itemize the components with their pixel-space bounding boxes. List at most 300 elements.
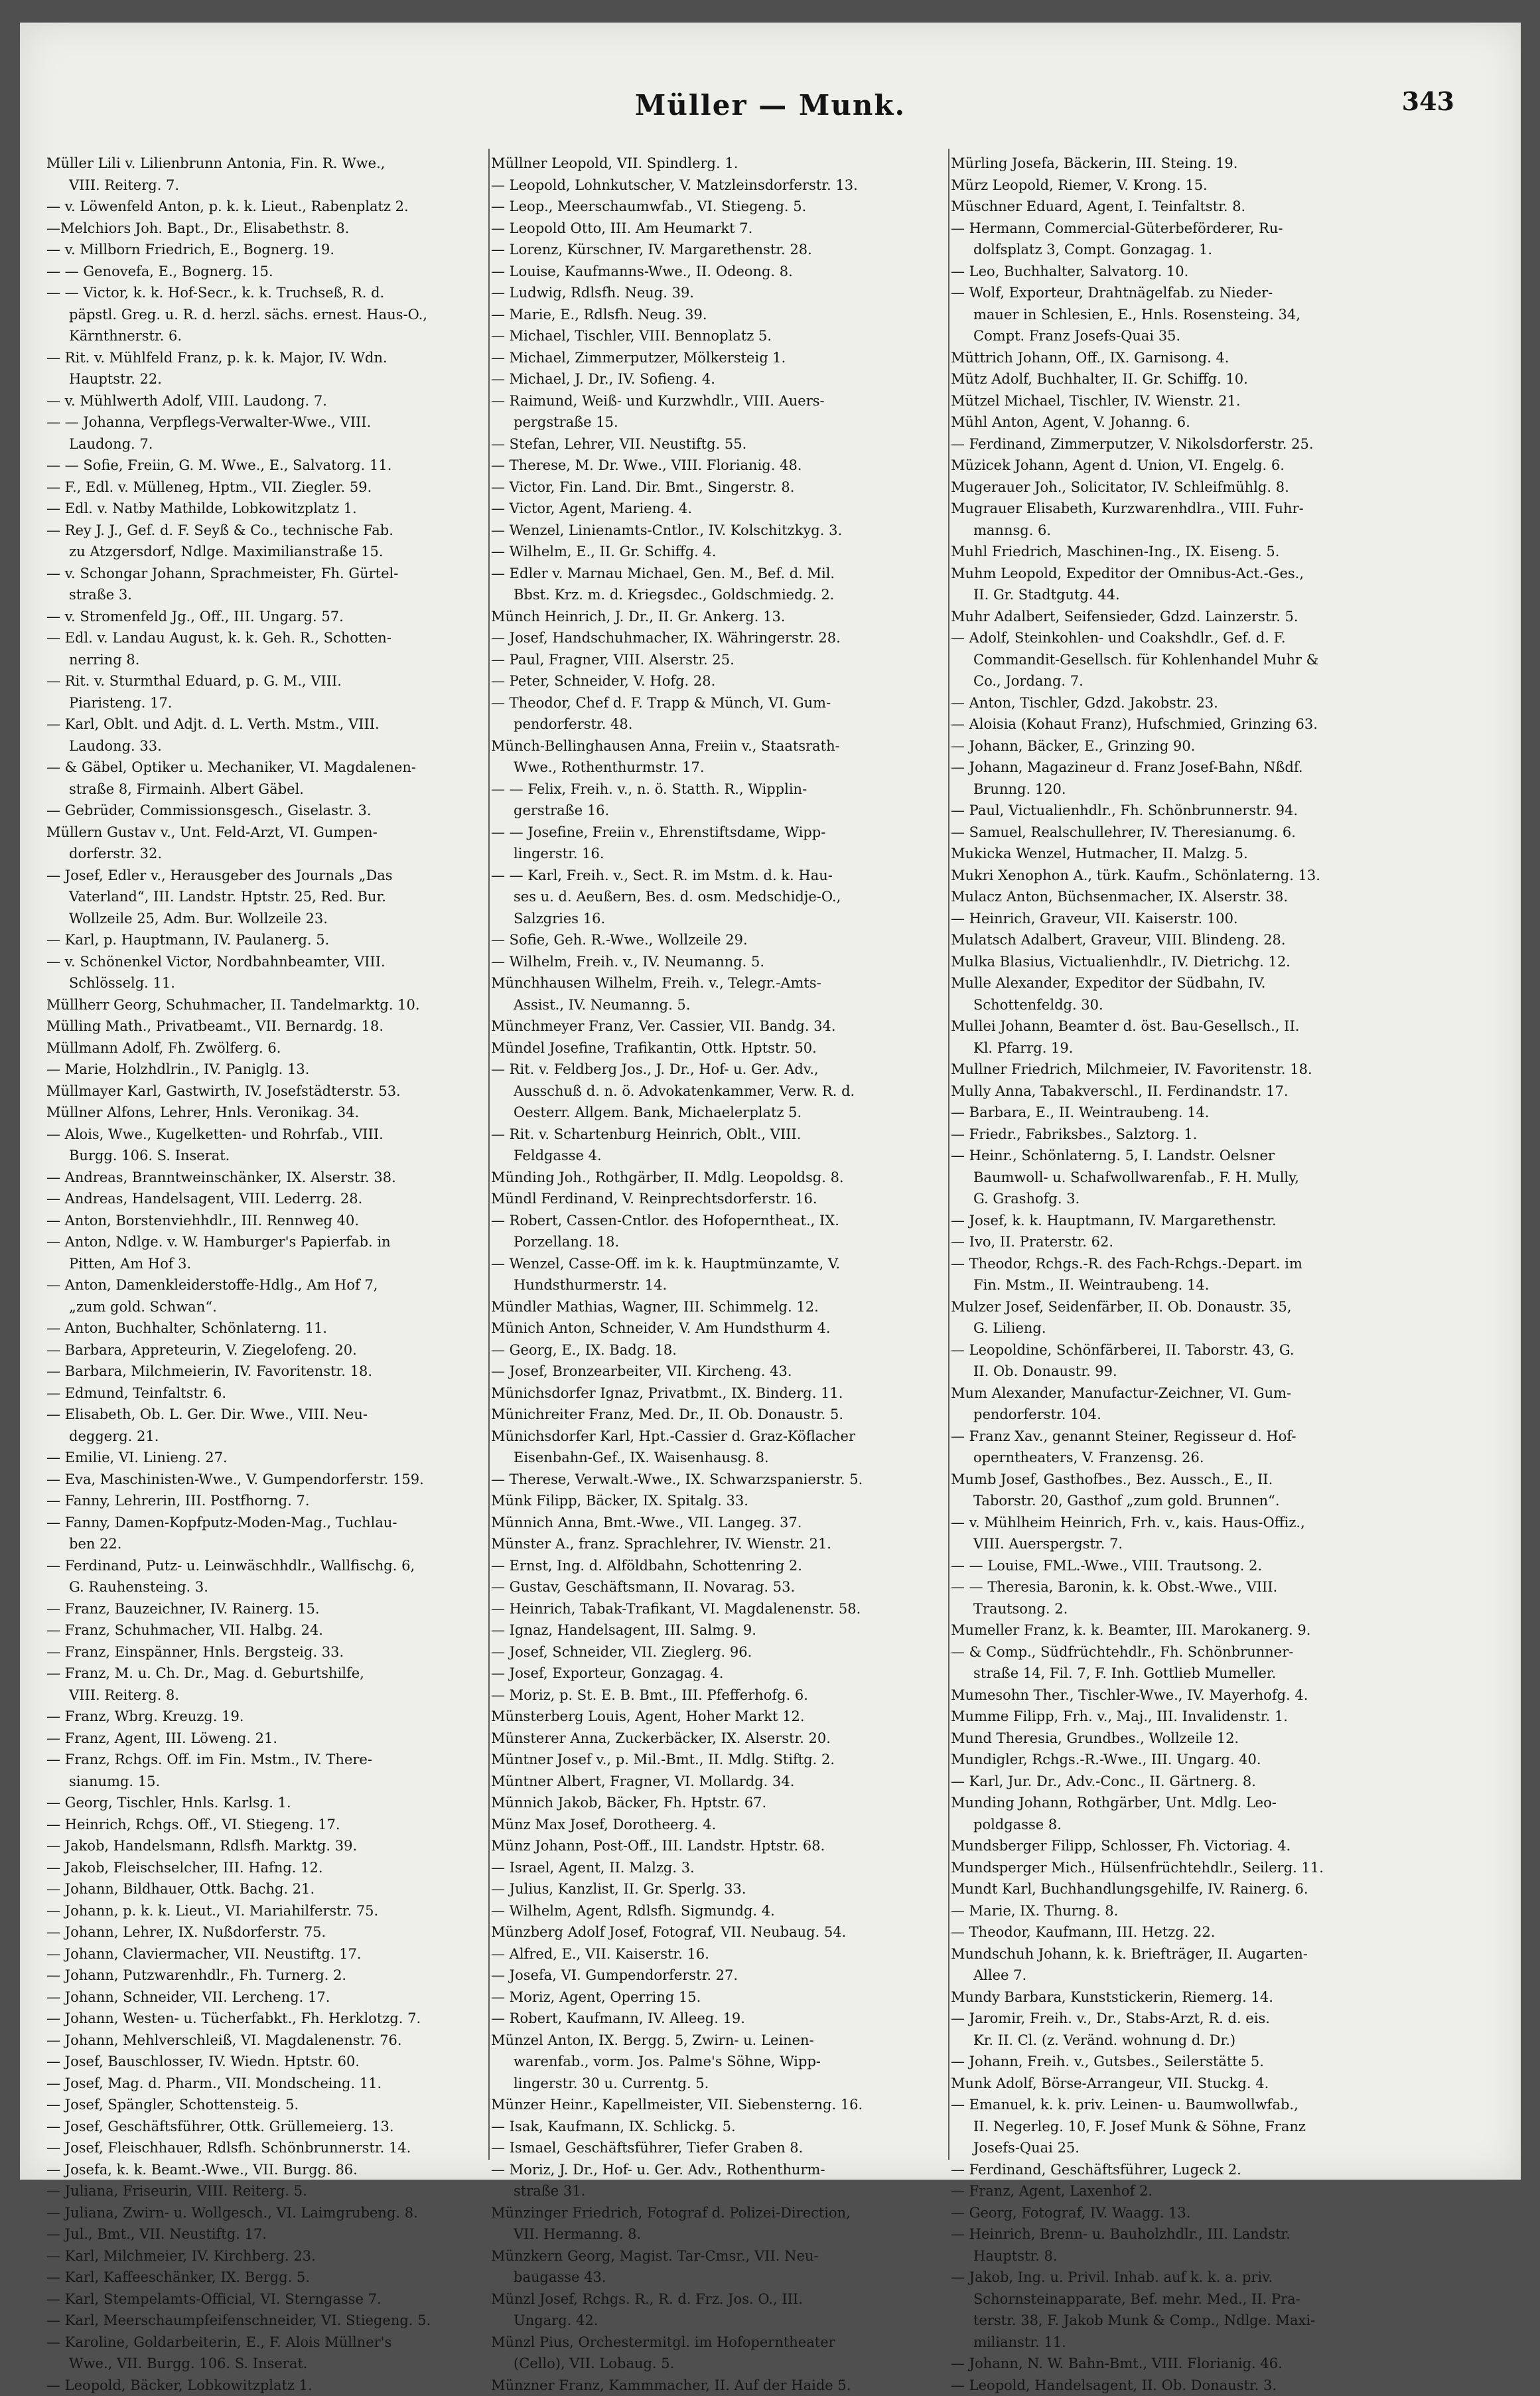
directory-entry: — Emilie, VI. Linieng. 27. bbox=[46, 1447, 488, 1469]
directory-entry: — & Comp., Südfrüchtehdlr., Fh. Schönbrunner- bbox=[951, 1641, 1442, 1663]
directory-entry: — Ismael, Geschäftsführer, Tiefer Graben 8. bbox=[491, 2137, 947, 2159]
directory-entry: — v. Löwenfeld Anton, p. k. k. Lieut., Rabenplatz 2. bbox=[46, 196, 488, 218]
directory-entry: — Heinrich, Tabak-Trafikant, VI. Magdalenenstr. 58. bbox=[491, 1598, 947, 1620]
directory-entry: — Michael, J. Dr., IV. Sofieng. 4. bbox=[491, 368, 947, 390]
directory-entry: Mulka Blasius, Victualienhdlr., IV. Dietrichg. 12. bbox=[951, 951, 1442, 973]
directory-entry: — Barbara, E., II. Weintraubeng. 14. bbox=[951, 1102, 1442, 1124]
directory-entry: — Leopold, Bäcker, Lobkowitzplatz 1. bbox=[46, 2375, 488, 2396]
directory-entry: — Franz, Einspänner, Hnls. Bergsteig. 33. bbox=[46, 1641, 488, 1663]
directory-entry: Münch-Bellinghausen Anna, Freiin v., Staatsrath- bbox=[491, 735, 947, 757]
directory-entry: — Ignaz, Handelsagent, III. Salmg. 9. bbox=[491, 1619, 947, 1641]
directory-entry: Wwe., Rothenthurmstr. 17. bbox=[491, 757, 947, 779]
directory-entry: Müntner Josef v., p. Mil.-Bmt., II. Mdlg. Stiftg. 2. bbox=[491, 1749, 947, 1771]
directory-entry: — Johann, Westen- u. Tücherfabkt., Fh. Herklotzg. 7. bbox=[46, 2008, 488, 2030]
directory-entry: — — Genovefa, E., Bognerg. 15. bbox=[46, 261, 488, 283]
directory-entry: dolfsplatz 3, Compt. Gonzagag. 1. bbox=[951, 239, 1442, 261]
directory-entry: — Lorenz, Kürschner, IV. Margarethenstr. 28. bbox=[491, 239, 947, 261]
directory-entry: Muhl Friedrich, Maschinen-Ing., IX. Eiseng. 5. bbox=[951, 541, 1442, 563]
directory-entry: — F., Edl. v. Mülleneg, Hptm., VII. Ziegler. 59. bbox=[46, 477, 488, 498]
directory-entry: Müllern Gustav v., Unt. Feld-Arzt, VI. Gumpen- bbox=[46, 822, 488, 844]
directory-entry: Mund Theresia, Grundbes., Wollzeile 12. bbox=[951, 1728, 1442, 1750]
page-header bbox=[20, 89, 1521, 129]
directory-entry: Mulatsch Adalbert, Graveur, VIII. Blindeng. 28. bbox=[951, 929, 1442, 951]
directory-entry: — Ferdinand, Zimmerputzer, V. Nikolsdorferstr. 25. bbox=[951, 433, 1442, 455]
directory-entry: — Franz, Rchgs. Off. im Fin. Mstm., IV. There- bbox=[46, 1749, 488, 1771]
directory-entry: lingerstr. 16. bbox=[491, 843, 947, 865]
directory-entry: Münzl Josef, Rchgs. R., R. d. Frz. Jos. O., III. bbox=[491, 2288, 947, 2310]
directory-entry: Muhr Adalbert, Seifensieder, Gdzd. Lainzerstr. 5. bbox=[951, 606, 1442, 628]
directory-entry: — Leopold, Lohnkutscher, V. Matzleinsdorferstr. 13. bbox=[491, 175, 947, 196]
directory-entry: — Heinr., Schönlaterng. 5, I. Landstr. Oelsner bbox=[951, 1145, 1442, 1167]
directory-entry: II. Negerleg. 10, F. Josef Munk & Söhne, Franz bbox=[951, 2116, 1442, 2138]
directory-entry: — Adolf, Steinkohlen- und Coakshdlr., Gef. d. F. bbox=[951, 627, 1442, 649]
directory-entry: Porzellang. 18. bbox=[491, 1231, 947, 1253]
directory-entry: — Barbara, Appreteurin, V. Ziegelofeng. 20. bbox=[46, 1339, 488, 1361]
directory-entry: — Josef, Schneider, VII. Zieglerg. 96. bbox=[491, 1641, 947, 1663]
directory-entry: — Rit. v. Schartenburg Heinrich, Oblt., VIII. bbox=[491, 1124, 947, 1146]
directory-entry: Mundsberger Filipp, Schlosser, Fh. Victoriag. 4. bbox=[951, 1835, 1442, 1857]
directory-entry: — Josef, Fleischhauer, Rdlsfh. Schönbrunnerstr. 14. bbox=[46, 2137, 488, 2159]
directory-entry: milianstr. 11. bbox=[951, 2332, 1442, 2354]
directory-entry: sianumg. 15. bbox=[46, 1771, 488, 1793]
directory-entry: — Wenzel, Linienamts-Cntlor., IV. Kolschitzkyg. 3. bbox=[491, 520, 947, 542]
directory-entry: Müllmann Adolf, Fh. Zwölferg. 6. bbox=[46, 1037, 488, 1059]
directory-entry: — Andreas, Branntweinschänker, IX. Alserstr. 38. bbox=[46, 1167, 488, 1189]
directory-entry: Münzner Franz, Kammmacher, II. Auf der Haide 5. bbox=[491, 2375, 947, 2396]
directory-entry: — v. Schongar Johann, Sprachmeister, Fh. Gürtel- bbox=[46, 563, 488, 585]
directory-entry: — — Victor, k. k. Hof-Secr., k. k. Truchseß, R. d. bbox=[46, 282, 488, 304]
directory-entry: Mullei Johann, Beamter d. öst. Bau-Gesellsch., II. bbox=[951, 1015, 1442, 1037]
directory-entry: — Barbara, Milchmeierin, IV. Favoritenstr. 18. bbox=[46, 1361, 488, 1383]
directory-entry: Mürling Josefa, Bäckerin, III. Steing. 19. bbox=[951, 153, 1442, 175]
directory-entry: — Gustav, Geschäftsmann, II. Novarag. 53. bbox=[491, 1576, 947, 1598]
directory-entry: — — Karl, Freih. v., Sect. R. im Mstm. d. k. Hau- bbox=[491, 865, 947, 887]
directory-entry: Müllner Leopold, VII. Spindlerg. 1. bbox=[491, 153, 947, 175]
directory-entry: — Michael, Zimmerputzer, Mölkersteig 1. bbox=[491, 347, 947, 369]
directory-entry: Taborstr. 20, Gasthof „zum gold. Brunnen“. bbox=[951, 1490, 1442, 1512]
directory-entry: Kärnthnerstr. 6. bbox=[46, 325, 488, 347]
directory-entry: — — Theresia, Baronin, k. k. Obst.-Wwe., VIII. bbox=[951, 1576, 1442, 1598]
directory-entry: — Johann, Bäcker, E., Grinzing 90. bbox=[951, 735, 1442, 757]
directory-entry: — Robert, Kaufmann, IV. Alleeg. 19. bbox=[491, 2008, 947, 2030]
directory-entry: — Karl, Stempelamts-Official, VI. Sterngasse 7. bbox=[46, 2288, 488, 2310]
directory-entry: Mugrauer Elisabeth, Kurzwarenhdlra., VIII. Fuhr- bbox=[951, 498, 1442, 520]
directory-entry: — Josef, Bauschlosser, IV. Wiedn. Hptstr. 60. bbox=[46, 2051, 488, 2073]
directory-entry: Piaristeng. 17. bbox=[46, 692, 488, 714]
directory-entry: — Raimund, Weiß- und Kurzwhdlr., VIII. Auers- bbox=[491, 390, 947, 412]
directory-entry: — Georg, Fotograf, IV. Waagg. 13. bbox=[951, 2202, 1442, 2224]
directory-entry: Mündl Ferdinand, V. Reinprechtsdorferstr. 16. bbox=[491, 1188, 947, 1210]
directory-entry: Wollzeile 25, Adm. Bur. Wollzeile 23. bbox=[46, 908, 488, 930]
directory-entry: Münzl Pius, Orchestermitgl. im Hofoperntheater bbox=[491, 2332, 947, 2354]
directory-entry: Laudong. 7. bbox=[46, 433, 488, 455]
directory-entry: — Johann, Bildhauer, Ottk. Bachg. 21. bbox=[46, 1878, 488, 1900]
directory-entry: Schottenfeldg. 30. bbox=[951, 994, 1442, 1016]
column-3 bbox=[951, 153, 1442, 2150]
directory-entry: II. Ob. Donaustr. 99. bbox=[951, 1361, 1442, 1383]
directory-entry: — & Gäbel, Optiker u. Mechaniker, VI. Magdalenen- bbox=[46, 757, 488, 779]
directory-entry: — Anton, Ndlge. v. W. Hamburger's Papierfab. in bbox=[46, 1231, 488, 1253]
directory-entry: Müllmayer Karl, Gastwirth, IV. Josefstädterstr. 53. bbox=[46, 1081, 488, 1102]
directory-entry: — Johann, Lehrer, IX. Nußdorferstr. 75. bbox=[46, 1921, 488, 1943]
directory-entry: Müller Lili v. Lilienbrunn Antonia, Fin. R. Wwe., bbox=[46, 153, 488, 175]
directory-entry: — Victor, Agent, Marieng. 4. bbox=[491, 498, 947, 520]
directory-entry: „zum gold. Schwan“. bbox=[46, 1296, 488, 1318]
directory-entry: — Ferdinand, Putz- u. Leinwäschhdlr., Wallfischg. 6, bbox=[46, 1555, 488, 1577]
directory-entry: — v. Mühlheim Heinrich, Frh. v., kais. Haus-Offiz., bbox=[951, 1512, 1442, 1534]
directory-entry: Mürz Leopold, Riemer, V. Krong. 15. bbox=[951, 175, 1442, 196]
directory-entry: Münzer Heinr., Kapellmeister, VII. Siebensterng. 16. bbox=[491, 2094, 947, 2116]
directory-entry: terstr. 38, F. Jakob Munk & Comp., Ndlge. Maxi- bbox=[951, 2310, 1442, 2332]
column-divider bbox=[948, 149, 949, 2160]
directory-entry: — Andreas, Handelsagent, VIII. Lederrg. 28. bbox=[46, 1188, 488, 1210]
directory-entry: — Therese, Verwalt.-Wwe., IX. Schwarzspanierstr. 5. bbox=[491, 1469, 947, 1491]
directory-entry: — Wilhelm, Freih. v., IV. Neumanng. 5. bbox=[491, 951, 947, 973]
directory-entry: — Jakob, Fleischselcher, III. Hafng. 12. bbox=[46, 1857, 488, 1879]
directory-entry: — Isak, Kaufmann, IX. Schlickg. 5. bbox=[491, 2116, 947, 2138]
directory-entry: — Johann, p. k. k. Lieut., VI. Mariahilferstr. 75. bbox=[46, 1900, 488, 1922]
directory-entry: — Aloisia (Kohaut Franz), Hufschmied, Grinzing 63. bbox=[951, 713, 1442, 735]
directory-entry: Burgg. 106. S. Inserat. bbox=[46, 1145, 488, 1167]
directory-entry: Mundt Karl, Buchhandlungsgehilfe, IV. Rainerg. 6. bbox=[951, 1878, 1442, 1900]
directory-entry: mannsg. 6. bbox=[951, 520, 1442, 542]
directory-entry: G. Rauhensteing. 3. bbox=[46, 1576, 488, 1598]
directory-entry: Müzicek Johann, Agent d. Union, VI. Engelg. 6. bbox=[951, 455, 1442, 477]
directory-entry: Pitten, Am Hof 3. bbox=[46, 1253, 488, 1275]
directory-entry: Commandit-Gesellsch. für Kohlenhandel Muhr & bbox=[951, 649, 1442, 671]
directory-entry: — Paul, Victualienhdlr., Fh. Schönbrunnerstr. 94. bbox=[951, 800, 1442, 822]
directory-entry: VII. Hermanng. 8. bbox=[491, 2223, 947, 2245]
directory-entry: — Josef, Bronzearbeiter, VII. Kircheng. 43. bbox=[491, 1361, 947, 1383]
directory-entry: — Jakob, Handelsmann, Rdlsfh. Marktg. 39. bbox=[46, 1835, 488, 1857]
directory-entry: — Emanuel, k. k. priv. Leinen- u. Baumwollwfab., bbox=[951, 2094, 1442, 2116]
directory-entry: Mumeller Franz, k. k. Beamter, III. Marokanerg. 9. bbox=[951, 1619, 1442, 1641]
directory-entry: päpstl. Greg. u. R. d. herzl. sächs. ernest. Haus-O., bbox=[46, 304, 488, 326]
directory-entry: — Johann, N. W. Bahn-Bmt., VIII. Florianig. 46. bbox=[951, 2353, 1442, 2375]
directory-entry: Mullner Friedrich, Milchmeier, IV. Favoritenstr. 18. bbox=[951, 1059, 1442, 1081]
directory-entry: Münichsdorfer Ignaz, Privatbmt., IX. Binderg. 11. bbox=[491, 1383, 947, 1404]
directory-entry: pendorferstr. 48. bbox=[491, 713, 947, 735]
directory-entry: pergstraße 15. bbox=[491, 412, 947, 433]
directory-entry: Mundy Barbara, Kunststickerin, Riemerg. 14. bbox=[951, 1986, 1442, 2008]
directory-entry: — Rit. v. Mühlfeld Franz, p. k. k. Major, IV. Wdn. bbox=[46, 347, 488, 369]
directory-entry: — Karl, Oblt. und Adjt. d. L. Verth. Mstm., VIII. bbox=[46, 713, 488, 735]
directory-entry: Münk Filipp, Bäcker, IX. Spitalg. 33. bbox=[491, 1490, 947, 1512]
page-title: Müller — Munk. bbox=[20, 89, 1521, 121]
column-1 bbox=[46, 153, 488, 2150]
directory-entry: — Georg, E., IX. Badg. 18. bbox=[491, 1339, 947, 1361]
directory-entry: — Karl, Jur. Dr., Adv.-Conc., II. Gärtnerg. 8. bbox=[951, 1771, 1442, 1793]
directory-entry: — v. Schönenkel Victor, Nordbahnbeamter, VIII. bbox=[46, 951, 488, 973]
directory-entry: — Georg, Tischler, Hnls. Karlsg. 1. bbox=[46, 1792, 488, 1814]
directory-entry: ben 22. bbox=[46, 1533, 488, 1555]
directory-entry: — Israel, Agent, II. Malzg. 3. bbox=[491, 1857, 947, 1879]
directory-entry: — Karl, p. Hauptmann, IV. Paulanerg. 5. bbox=[46, 929, 488, 951]
directory-entry: Muhm Leopold, Expeditor der Omnibus-Act.-Ges., bbox=[951, 563, 1442, 585]
directory-entry: — Leo, Buchhalter, Salvatorg. 10. bbox=[951, 261, 1442, 283]
directory-entry: Compt. Franz Josefs-Quai 35. bbox=[951, 325, 1442, 347]
directory-entry: — Josefa, VI. Gumpendorferstr. 27. bbox=[491, 1965, 947, 1986]
directory-entry: Co., Jordang. 7. bbox=[951, 670, 1442, 692]
directory-entry: — Josefa, k. k. Beamt.-Wwe., VII. Burgg. 86. bbox=[46, 2159, 488, 2181]
directory-entry: Vaterland“, III. Landstr. Hptstr. 25, Red. Bur. bbox=[46, 886, 488, 908]
directory-entry: Kr. II. Cl. (z. Veränd. wohnung d. Dr.) bbox=[951, 2030, 1442, 2052]
directory-entry: — Anton, Damenkleiderstoffe-Hdlg., Am Hof 7, bbox=[46, 1274, 488, 1296]
directory-entry: — Heinrich, Graveur, VII. Kaiserstr. 100. bbox=[951, 908, 1442, 930]
directory-entry: Münnich Jakob, Bäcker, Fh. Hptstr. 67. bbox=[491, 1792, 947, 1814]
directory-entry: Münsterer Anna, Zuckerbäcker, IX. Alserstr. 20. bbox=[491, 1728, 947, 1750]
directory-entry: — Josef, Edler v., Herausgeber des Journals „Das bbox=[46, 865, 488, 887]
directory-entry: — Jakob, Ing. u. Privil. Inhab. auf k. k. a. priv. bbox=[951, 2267, 1442, 2288]
directory-entry: — Franz, Agent, Laxenhof 2. bbox=[951, 2180, 1442, 2202]
directory-entry: — — Felix, Freih. v., n. ö. Statth. R., Wipplin- bbox=[491, 779, 947, 800]
column-divider bbox=[488, 149, 490, 2160]
directory-entry: Kl. Pfarrg. 19. bbox=[951, 1037, 1442, 1059]
directory-entry: ses u. d. Aeußern, Bes. d. osm. Medschidje-O., bbox=[491, 886, 947, 908]
directory-entry: — Jaromir, Freih. v., Dr., Stabs-Arzt, R. d. eis. bbox=[951, 2008, 1442, 2030]
directory-entry: Assist., IV. Neumanng. 5. bbox=[491, 994, 947, 1016]
directory-entry: — Gebrüder, Commissionsgesch., Giselastr. 3. bbox=[46, 800, 488, 822]
directory-entry: — Peter, Schneider, V. Hofg. 28. bbox=[491, 670, 947, 692]
directory-entry: VIII. Reiterg. 7. bbox=[46, 175, 488, 196]
directory-entry: — Louise, Kaufmanns-Wwe., II. Odeong. 8. bbox=[491, 261, 947, 283]
directory-entry: — Edl. v. Natby Mathilde, Lobkowitzplatz 1. bbox=[46, 498, 488, 520]
directory-entry: Feldgasse 4. bbox=[491, 1145, 947, 1167]
directory-entry: (Cello), VII. Lobaug. 5. bbox=[491, 2353, 947, 2375]
directory-entry: — — Josefine, Freiin v., Ehrenstiftsdame, Wipp- bbox=[491, 822, 947, 844]
directory-entry: — Wolf, Exporteur, Drahtnägelfab. zu Nieder- bbox=[951, 282, 1442, 304]
directory-entry: — Franz, Schuhmacher, VII. Halbg. 24. bbox=[46, 1619, 488, 1641]
directory-entry: II. Gr. Stadtgutg. 44. bbox=[951, 584, 1442, 606]
directory-entry: Münster A., franz. Sprachlehrer, IV. Wienstr. 21. bbox=[491, 1533, 947, 1555]
directory-entry: Mülling Math., Privatbeamt., VII. Bernardg. 18. bbox=[46, 1015, 488, 1037]
directory-entry: Mulacz Anton, Büchsenmacher, IX. Alserstr. 38. bbox=[951, 886, 1442, 908]
directory-entry: — Heinrich, Brenn- u. Bauholzhdlr., III. Landstr. bbox=[951, 2223, 1442, 2245]
directory-entry: Mundsperger Mich., Hülsenfrüchtehdlr., Seilerg. 11. bbox=[951, 1857, 1442, 1879]
directory-entry: Münding Joh., Rothgärber, II. Mdlg. Leopoldsg. 8. bbox=[491, 1167, 947, 1189]
directory-entry: Mukri Xenophon A., türk. Kaufm., Schönlaterng. 13. bbox=[951, 865, 1442, 887]
directory-entry: Müllherr Georg, Schuhmacher, II. Tandelmarktg. 10. bbox=[46, 994, 488, 1016]
directory-entry: — Michael, Tischler, VIII. Bennoplatz 5. bbox=[491, 325, 947, 347]
directory-entry: G. Lilieng. bbox=[951, 1317, 1442, 1339]
directory-entry: Baumwoll- u. Schafwollwarenfab., F. H. Mully, bbox=[951, 1167, 1442, 1189]
directory-entry: — v. Mühlwerth Adolf, VIII. Laudong. 7. bbox=[46, 390, 488, 412]
directory-entry: — Theodor, Kaufmann, III. Hetzg. 22. bbox=[951, 1921, 1442, 1943]
directory-entry: straße 8, Firmainh. Albert Gäbel. bbox=[46, 779, 488, 800]
directory-entry: — Hermann, Commercial-Güterbeförderer, Ru- bbox=[951, 218, 1442, 240]
directory-entry: — Jul., Bmt., VII. Neustiftg. 17. bbox=[46, 2223, 488, 2245]
directory-entry: Josefs-Quai 25. bbox=[951, 2137, 1442, 2159]
directory-entry: — Josef, k. k. Hauptmann, IV. Margarethenstr. bbox=[951, 1210, 1442, 1232]
directory-entry: — Josef, Handschuhmacher, IX. Währingerstr. 28. bbox=[491, 627, 947, 649]
directory-entry: Mundschuh Johann, k. k. Briefträger, II. Augarten- bbox=[951, 1943, 1442, 1965]
directory-entry: — Theodor, Rchgs.-R. des Fach-Rchgs.-Depart. im bbox=[951, 1253, 1442, 1275]
directory-entry: Münzinger Friedrich, Fotograf d. Polizei-Direction, bbox=[491, 2202, 947, 2224]
directory-entry: Munding Johann, Rothgärber, Unt. Mdlg. Leo- bbox=[951, 1792, 1442, 1814]
directory-entry: — Rit. v. Feldberg Jos., J. Dr., Hof- u. Ger. Adv., bbox=[491, 1059, 947, 1081]
directory-entry: — Edler v. Marnau Michael, Gen. M., Bef. d. Mil. bbox=[491, 563, 947, 585]
directory-entry: VIII. Auerspergstr. 7. bbox=[951, 1533, 1442, 1555]
directory-entry: — Josef, Mag. d. Pharm., VII. Mondscheing. 11. bbox=[46, 2073, 488, 2095]
page-number: 343 bbox=[1402, 86, 1454, 116]
directory-entry: — Leopold, Handelsagent, II. Ob. Donaustr. 3. bbox=[951, 2375, 1442, 2396]
directory-entry: mauer in Schlesien, E., Hnls. Rosensteing. 34, bbox=[951, 304, 1442, 326]
directory-entry: — Karl, Milchmeier, IV. Kirchberg. 23. bbox=[46, 2245, 488, 2267]
directory-entry: — Johann, Mehlverschleiß, VI. Magdalenenstr. 76. bbox=[46, 2030, 488, 2052]
directory-entry: Münsterberg Louis, Agent, Hoher Markt 12. bbox=[491, 1706, 947, 1728]
directory-entry: Salzgries 16. bbox=[491, 908, 947, 930]
directory-entry: — Juliana, Friseurin, VIII. Reiterg. 5. bbox=[46, 2180, 488, 2202]
directory-entry: — — Johanna, Verpflegs-Verwalter-Wwe., VIII. bbox=[46, 412, 488, 433]
directory-entry: Mukicka Wenzel, Hutmacher, II. Malzg. 5. bbox=[951, 843, 1442, 865]
directory-entry: Münichsdorfer Karl, Hpt.-Cassier d. Graz-Köflacher bbox=[491, 1426, 947, 1448]
directory-entry: Mumme Filipp, Frh. v., Maj., III. Invalidenstr. 1. bbox=[951, 1706, 1442, 1728]
directory-entry: Münzel Anton, IX. Bergg. 5, Zwirn- u. Leinen- bbox=[491, 2030, 947, 2052]
directory-entry: — Karl, Kaffeeschänker, IX. Bergg. 5. bbox=[46, 2267, 488, 2288]
directory-entry: — Anton, Buchhalter, Schönlaterng. 11. bbox=[46, 1317, 488, 1339]
directory-entry: — Juliana, Zwirn- u. Wollgesch., VI. Laimgrubeng. 8. bbox=[46, 2202, 488, 2224]
directory-entry: — Sofie, Geh. R.-Wwe., Wollzeile 29. bbox=[491, 929, 947, 951]
directory-entry: operntheaters, V. Franzensg. 26. bbox=[951, 1447, 1442, 1469]
directory-entry: — Johann, Schneider, VII. Lercheng. 17. bbox=[46, 1986, 488, 2008]
directory-entry: Wwe., VII. Burgg. 106. S. Inserat. bbox=[46, 2353, 488, 2375]
directory-entry: — Stefan, Lehrer, VII. Neustiftg. 55. bbox=[491, 433, 947, 455]
directory-entry: deggerg. 21. bbox=[46, 1426, 488, 1448]
directory-entry: — Wilhelm, E., II. Gr. Schiffg. 4. bbox=[491, 541, 947, 563]
directory-entry: — Heinrich, Rchgs. Off., VI. Stiegeng. 17. bbox=[46, 1814, 488, 1836]
directory-entry: — v. Stromenfeld Jg., Off., III. Ungarg. 57. bbox=[46, 606, 488, 628]
directory-entry: Brunng. 120. bbox=[951, 779, 1442, 800]
directory-entry: Oesterr. Allgem. Bank, Michaelerplatz 5. bbox=[491, 1102, 947, 1124]
directory-entry: — Josef, Geschäftsführer, Ottk. Grüllemeierg. 13. bbox=[46, 2116, 488, 2138]
directory-entry: — — Louise, FML.-Wwe., VIII. Trautsong. 2. bbox=[951, 1555, 1442, 1577]
directory-entry: dorferstr. 32. bbox=[46, 843, 488, 865]
directory-entry: pendorferstr. 104. bbox=[951, 1404, 1442, 1426]
directory-entry: — Friedr., Fabriksbes., Salztorg. 1. bbox=[951, 1124, 1442, 1146]
directory-entry: — Ivo, II. Praterstr. 62. bbox=[951, 1231, 1442, 1253]
directory-entry: Mum Alexander, Manufactur-Zeichner, VI. Gum- bbox=[951, 1383, 1442, 1404]
directory-entry: — Wilhelm, Agent, Rdlsfh. Sigmundg. 4. bbox=[491, 1900, 947, 1922]
directory-entry: gerstraße 16. bbox=[491, 800, 947, 822]
directory-entry: Münnich Anna, Bmt.-Wwe., VII. Langeg. 37. bbox=[491, 1512, 947, 1534]
directory-entry: — Alois, Wwe., Kugelketten- und Rohrfab., VIII. bbox=[46, 1124, 488, 1146]
directory-entry: — Rit. v. Sturmthal Eduard, p. G. M., VIII. bbox=[46, 670, 488, 692]
directory-entry: — Franz, M. u. Ch. Dr., Mag. d. Geburtshilfe, bbox=[46, 1663, 488, 1685]
directory-entry: — Theodor, Chef d. F. Trapp & Münch, VI. Gum- bbox=[491, 692, 947, 714]
directory-entry: Allee 7. bbox=[951, 1965, 1442, 1986]
directory-entry: — Karoline, Goldarbeiterin, E., F. Alois Müllner's bbox=[46, 2332, 488, 2354]
directory-entry: Schornsteinapparate, Bef. mehr. Med., II. Pra- bbox=[951, 2288, 1442, 2310]
directory-entry: Müschner Eduard, Agent, I. Teinfaltstr. 8. bbox=[951, 196, 1442, 218]
directory-entry: poldgasse 8. bbox=[951, 1814, 1442, 1836]
directory-entry: Mugerauer Joh., Solicitator, IV. Schleifmühlg. 8. bbox=[951, 477, 1442, 498]
directory-entry: — Therese, M. Dr. Wwe., VIII. Florianig. 48. bbox=[491, 455, 947, 477]
directory-entry: — Johann, Magazineur d. Franz Josef-Bahn, Nßdf. bbox=[951, 757, 1442, 779]
directory-entry: nerring 8. bbox=[46, 649, 488, 671]
directory-entry: — Elisabeth, Ob. L. Ger. Dir. Wwe., VIII. Neu- bbox=[46, 1404, 488, 1426]
directory-entry: Ungarg. 42. bbox=[491, 2310, 947, 2332]
directory-entry: lingerstr. 30 u. Currentg. 5. bbox=[491, 2073, 947, 2095]
directory-entry: Mühl Anton, Agent, V. Johanng. 6. bbox=[951, 412, 1442, 433]
directory-entry: — Karl, Meerschaumpfeifenschneider, VI. Stiegeng. 5. bbox=[46, 2310, 488, 2332]
directory-entry: VIII. Reiterg. 8. bbox=[46, 1685, 488, 1706]
directory-entry: Mütz Adolf, Buchhalter, II. Gr. Schiffg. 10. bbox=[951, 368, 1442, 390]
directory-entry: Fin. Mstm., II. Weintraubeng. 14. bbox=[951, 1274, 1442, 1296]
directory-entry: Hundsthurmerstr. 14. bbox=[491, 1274, 947, 1296]
directory-entry: Münzberg Adolf Josef, Fotograf, VII. Neubaug. 54. bbox=[491, 1921, 947, 1943]
directory-entry: — Johann, Putzwarenhdlr., Fh. Turnerg. 2. bbox=[46, 1965, 488, 1986]
directory-entry: — Leop., Meerschaumwfab., VI. Stiegeng. 5. bbox=[491, 196, 947, 218]
directory-entry: Mumesohn Ther., Tischler-Wwe., IV. Mayerhofg. 4. bbox=[951, 1685, 1442, 1706]
directory-entry: Münch Heinrich, J. Dr., II. Gr. Ankerg. 13. bbox=[491, 606, 947, 628]
directory-entry: Mulzer Josef, Seidenfärber, II. Ob. Donaustr. 35, bbox=[951, 1296, 1442, 1318]
directory-entry: — Franz, Agent, III. Löweng. 21. bbox=[46, 1728, 488, 1750]
directory-entry: zu Atzgersdorf, Ndlge. Maximilianstraße 15. bbox=[46, 541, 488, 563]
directory-entry: — Josef, Spängler, Schottensteig. 5. bbox=[46, 2094, 488, 2116]
directory-entry: Münz Johann, Post-Off., III. Landstr. Hptstr. 68. bbox=[491, 1835, 947, 1857]
directory-entry: Mundigler, Rchgs.-R.-Wwe., III. Ungarg. 40. bbox=[951, 1749, 1442, 1771]
directory-entry: Munk Adolf, Börse-Arrangeur, VII. Stuckg. 4. bbox=[951, 2073, 1442, 2095]
directory-entry: — — Sofie, Freiin, G. M. Wwe., E., Salvatorg. 11. bbox=[46, 455, 488, 477]
directory-entry: — Victor, Fin. Land. Dir. Bmt., Singerstr. 8. bbox=[491, 477, 947, 498]
directory-entry: Mündel Josefine, Trafikantin, Ottk. Hptstr. 50. bbox=[491, 1037, 947, 1059]
directory-entry: Münichreiter Franz, Med. Dr., II. Ob. Donaustr. 5. bbox=[491, 1404, 947, 1426]
directory-entry: warenfab., vorm. Jos. Palme's Söhne, Wipp- bbox=[491, 2051, 947, 2073]
directory-entry: Münchmeyer Franz, Ver. Cassier, VII. Bandg. 34. bbox=[491, 1015, 947, 1037]
directory-entry: Hauptstr. 22. bbox=[46, 368, 488, 390]
directory-entry: — Leopoldine, Schönfärberei, II. Taborstr. 43, G. bbox=[951, 1339, 1442, 1361]
directory-entry: Mündler Mathias, Wagner, III. Schimmelg. 12. bbox=[491, 1296, 947, 1318]
directory-entry: Münzkern Georg, Magist. Tar-Cmsr., VII. Neu- bbox=[491, 2245, 947, 2267]
directory-entry: Mumb Josef, Gasthofbes., Bez. Aussch., E., II. bbox=[951, 1469, 1442, 1491]
directory-entry: — Wenzel, Casse-Off. im k. k. Hauptmünzamte, V. bbox=[491, 1253, 947, 1275]
directory-entry: Hauptstr. 8. bbox=[951, 2245, 1442, 2267]
directory-entry: — Franz Xav., genannt Steiner, Regisseur d. Hof- bbox=[951, 1426, 1442, 1448]
directory-entry: — Ludwig, Rdlsfh. Neug. 39. bbox=[491, 282, 947, 304]
directory-entry: Schlösselg. 11. bbox=[46, 972, 488, 994]
directory-entry: — Johann, Freih. v., Gutsbes., Seilerstätte 5. bbox=[951, 2051, 1442, 2073]
column-2 bbox=[491, 153, 947, 2150]
directory-entry: — Anton, Tischler, Gdzd. Jakobstr. 23. bbox=[951, 692, 1442, 714]
directory-entry: — v. Millborn Friedrich, E., Bognerg. 19. bbox=[46, 239, 488, 261]
directory-entry: Bbst. Krz. m. d. Kriegsdec., Goldschmiedg. 2. bbox=[491, 584, 947, 606]
directory-entry: — Johann, Claviermacher, VII. Neustiftg. 17. bbox=[46, 1943, 488, 1965]
directory-entry: — Rey J. J., Gef. d. F. Seyß & Co., technische Fab. bbox=[46, 520, 488, 542]
directory-page bbox=[20, 23, 1521, 2180]
directory-entry: — Ernst, Ing. d. Alföldbahn, Schottenring 2. bbox=[491, 1555, 947, 1577]
directory-entry: Münz Max Josef, Dorotheerg. 4. bbox=[491, 1814, 947, 1836]
directory-entry: — Anton, Borstenviehhdlr., III. Rennweg 40. bbox=[46, 1210, 488, 1232]
directory-entry: — Alfred, E., VII. Kaiserstr. 16. bbox=[491, 1943, 947, 1965]
directory-entry: baugasse 43. bbox=[491, 2267, 947, 2288]
directory-entry: — Franz, Bauzeichner, IV. Rainerg. 15. bbox=[46, 1598, 488, 1620]
directory-entry: — Marie, Holzhdlrin., IV. Paniglg. 13. bbox=[46, 1059, 488, 1081]
directory-entry: — Marie, E., Rdlsfh. Neug. 39. bbox=[491, 304, 947, 326]
directory-entry: Mulle Alexander, Expeditor der Südbahn, IV. bbox=[951, 972, 1442, 994]
directory-entry: Müllner Alfons, Lehrer, Hnls. Veronikag. 34. bbox=[46, 1102, 488, 1124]
directory-entry: — Fanny, Lehrerin, III. Postfhorng. 7. bbox=[46, 1490, 488, 1512]
directory-entry: Müntner Albert, Fragner, VI. Mollardg. 34. bbox=[491, 1771, 947, 1793]
directory-entry: — Marie, IX. Thurng. 8. bbox=[951, 1900, 1442, 1922]
directory-entry: — Moriz, J. Dr., Hof- u. Ger. Adv., Rothenthurm- bbox=[491, 2159, 947, 2181]
directory-entry: Laudong. 33. bbox=[46, 735, 488, 757]
directory-entry: Münchhausen Wilhelm, Freih. v., Telegr.-Amts- bbox=[491, 972, 947, 994]
directory-entry: — Robert, Cassen-Cntlor. des Hofoperntheat., IX. bbox=[491, 1210, 947, 1232]
directory-entry: — Franz, Wbrg. Kreuzg. 19. bbox=[46, 1706, 488, 1728]
directory-entry: — Julius, Kanzlist, II. Gr. Sperlg. 33. bbox=[491, 1878, 947, 1900]
directory-entry: — Eva, Maschinisten-Wwe., V. Gumpendorferstr. 159. bbox=[46, 1469, 488, 1491]
directory-entry: Ausschuß d. n. ö. Advokatenkammer, Verw. R. d. bbox=[491, 1081, 947, 1102]
